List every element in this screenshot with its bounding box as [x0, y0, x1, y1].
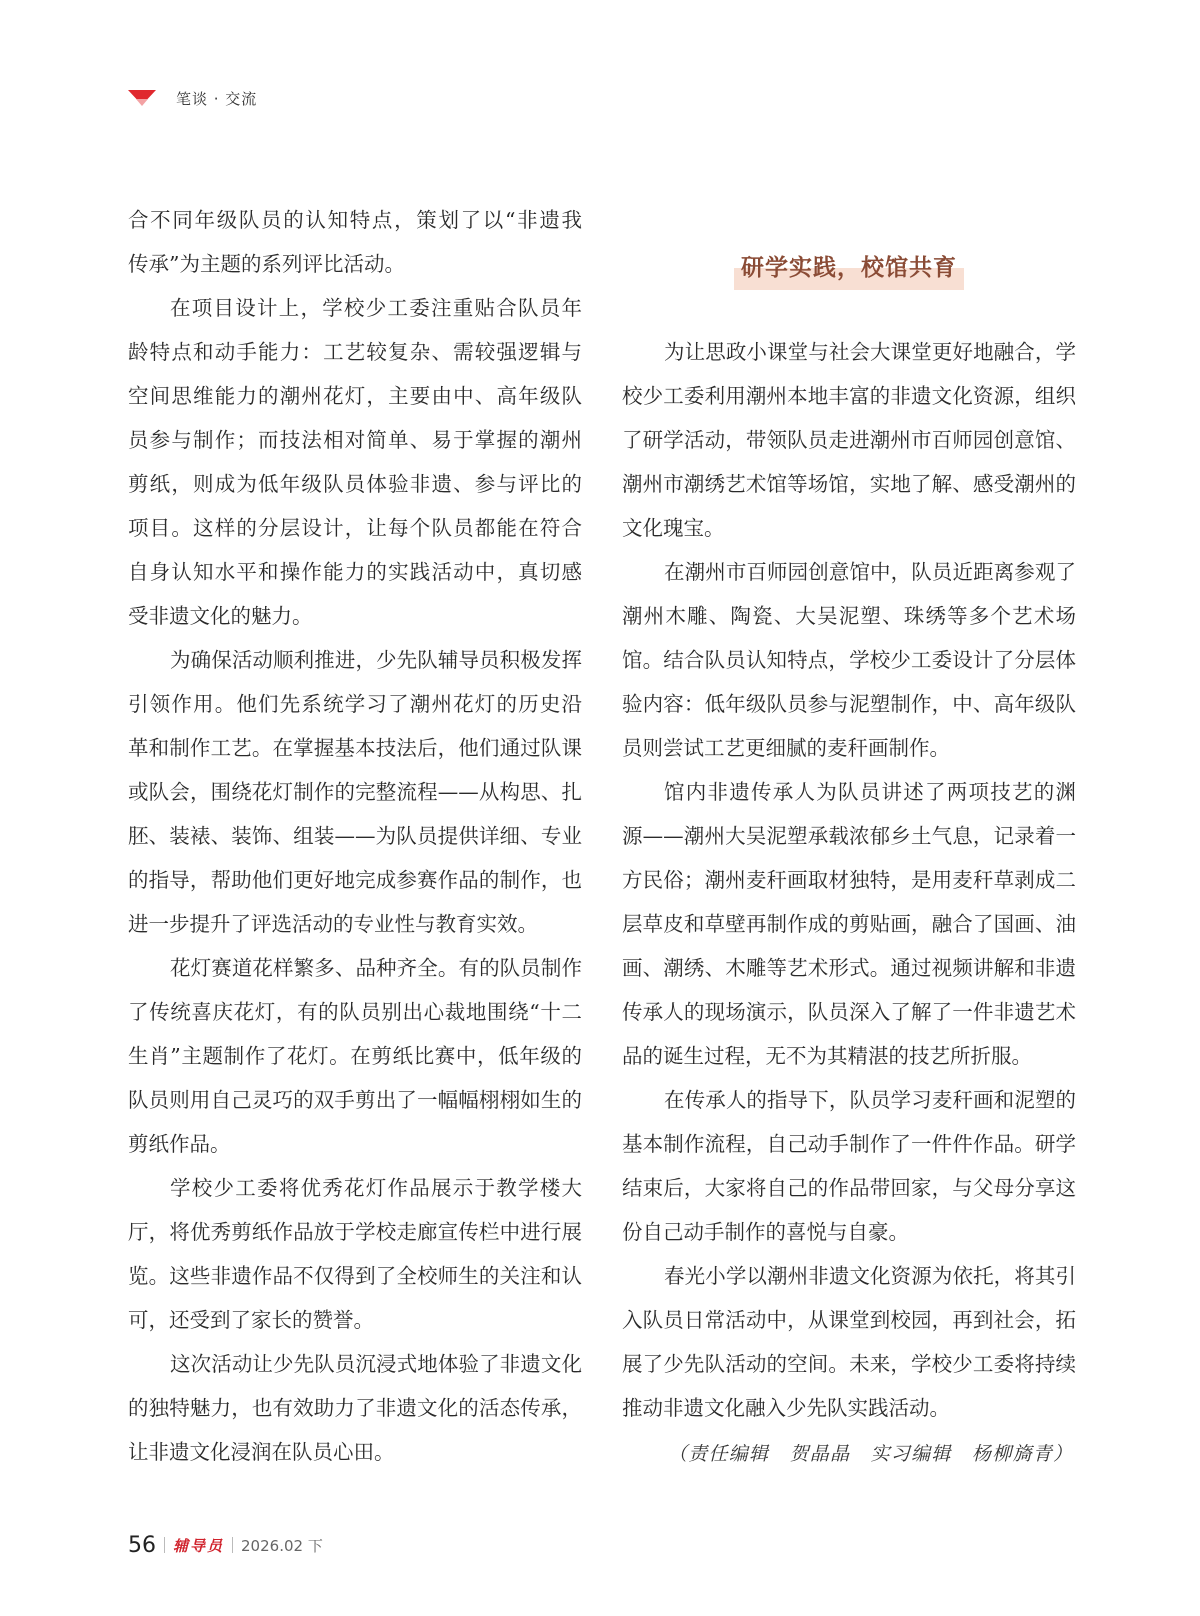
- text-line: 源——潮州大吴泥塑承载浓郁乡土气息，记录着一: [622, 824, 1076, 848]
- text-line: 推动非遗文化融入少先队实践活动。: [622, 1396, 950, 1420]
- paragraph: [622, 1078, 1076, 1254]
- paragraph: [622, 770, 1076, 1078]
- text-line: 受非遗文化的魅力。: [128, 604, 313, 628]
- text-line: 校少工委利用潮州本地丰富的非遗文化资源，组织: [622, 384, 1076, 408]
- paragraph: [622, 550, 1076, 770]
- text-line: 员则尝试工艺更细腻的麦秆画制作。: [622, 736, 950, 760]
- text-line: 进一步提升了评选活动的专业性与教育实效。: [128, 912, 538, 936]
- paragraph: [622, 1254, 1076, 1430]
- text-line: 入队员日常活动中，从课堂到校园，再到社会，拓: [622, 1308, 1076, 1332]
- text-line: 览。这些非遗作品不仅得到了全校师生的关注和认: [128, 1264, 582, 1288]
- text-line: 学校少工委将优秀花灯作品展示于教学楼大: [170, 1176, 582, 1200]
- text-line: 馆内非遗传承人为队员讲述了两项技艺的渊: [664, 780, 1076, 804]
- paragraph: [128, 286, 582, 638]
- right-column: [622, 330, 1076, 1430]
- text-line: 潮州市潮绣艺术馆等场馆，实地了解、感受潮州的: [622, 472, 1076, 496]
- text-line: 龄特点和动手能力：工艺较复杂、需较强逻辑与: [128, 340, 582, 364]
- text-line: 厅，将优秀剪纸作品放于学校走廊宣传栏中进行展: [128, 1220, 582, 1244]
- triangle-marker-icon-inner: [136, 99, 148, 106]
- text-line: 在潮州市百师园创意馆中，队员近距离参观了: [664, 560, 1076, 584]
- divider: [164, 1537, 165, 1553]
- heading-text: 研学实践，校馆共育: [741, 255, 957, 281]
- text-line: 了研学活动，带领队员走进潮州市百师园创意馆、: [622, 428, 1076, 452]
- text-line: 层草皮和草壁再制作成的剪贴画，融合了国画、油: [622, 912, 1076, 936]
- editor-credit: （责任编辑 贺晶晶 实习编辑 杨柳旖青）: [668, 1443, 1072, 1465]
- text-line: 结束后，大家将自己的作品带回家，与父母分享这: [622, 1176, 1076, 1200]
- text-line: 这次活动让少先队员沉浸式地体验了非遗文化: [170, 1352, 582, 1376]
- section-label: 笔谈 · 交流: [176, 90, 258, 108]
- text-line: 可，还受到了家长的赞誉。: [128, 1308, 374, 1332]
- left-column: [128, 198, 582, 1474]
- text-line: 自身认知水平和操作能力的实践活动中，真切感: [128, 560, 582, 584]
- text-line: 文化瑰宝。: [622, 516, 725, 540]
- text-line: 潮州木雕、陶瓷、大吴泥塑、珠绣等多个艺术场: [622, 604, 1076, 628]
- text-line: 画、潮绣、木雕等艺术形式。通过视频讲解和非遗: [622, 956, 1076, 980]
- text-line: 验内容：低年级队员参与泥塑制作，中、高年级队: [622, 692, 1076, 716]
- text-line: 生肖”主题制作了花灯。在剪纸比赛中，低年级的: [128, 1044, 582, 1068]
- paragraph: [128, 1166, 582, 1342]
- text-line: 合不同年级队员的认知特点，策划了以“非遗我: [128, 208, 582, 232]
- text-line: 的指导，帮助他们更好地完成参赛作品的制作，也: [128, 868, 582, 892]
- text-line: 剪纸作品。: [128, 1132, 231, 1156]
- text-line: 为让思政小课堂与社会大课堂更好地融合，学: [664, 340, 1076, 364]
- text-line: 空间思维能力的潮州花灯，主要由中、高年级队: [128, 384, 582, 408]
- paragraph: [128, 638, 582, 946]
- text-line: 份自己动手制作的喜悦与自豪。: [622, 1220, 909, 1244]
- text-line: 让非遗文化浸润在队员心田。: [128, 1440, 395, 1464]
- issue-date: 2026.02 下: [241, 1536, 323, 1555]
- text-line: 基本制作流程，自己动手制作了一件件作品。研学: [622, 1132, 1076, 1156]
- text-line: 传承人的现场演示，队员深入了解了一件非遗艺术: [622, 1000, 1076, 1024]
- divider: [232, 1537, 233, 1553]
- text-line: 春光小学以潮州非遗文化资源为依托，将其引: [664, 1264, 1076, 1288]
- text-line: 在传承人的指导下，队员学习麦秆画和泥塑的: [664, 1088, 1076, 1112]
- text-line: 员参与制作；而技法相对简单、易于掌握的潮州: [128, 428, 582, 452]
- text-line: 品的诞生过程，无不为其精湛的技艺所折服。: [622, 1044, 1032, 1068]
- paragraph: [128, 1342, 582, 1474]
- magazine-logo: 辅导员: [173, 1536, 225, 1555]
- text-line: 胚、装裱、装饰、组装——为队员提供详细、专业: [128, 824, 582, 848]
- text-line: 的独特魅力，也有效助力了非遗文化的活态传承，: [128, 1396, 582, 1420]
- text-line: 革和制作工艺。在掌握基本技法后，他们通过队课: [128, 736, 582, 760]
- text-line: 传承”为主题的系列评比活动。: [128, 252, 405, 276]
- page-footer: [128, 1530, 323, 1560]
- text-line: 项目。这样的分层设计，让每个队员都能在符合: [128, 516, 582, 540]
- page-number: 56: [128, 1532, 156, 1558]
- text-line: 队员则用自己灵巧的双手剪出了一幅幅栩栩如生的: [128, 1088, 582, 1112]
- text-line: 引领作用。他们先系统学习了潮州花灯的历史沿: [128, 692, 582, 716]
- paragraph: [622, 330, 1076, 550]
- paragraph: [128, 946, 582, 1166]
- text-line: 或队会，围绕花灯制作的完整流程——从构思、扎: [128, 780, 582, 804]
- text-line: 方民俗；潮州麦秆画取材独特，是用麦秆草剥成二: [622, 868, 1076, 892]
- text-line: 花灯赛道花样繁多、品种齐全。有的队员制作: [170, 956, 582, 980]
- section-heading: [734, 250, 964, 290]
- text-line: 展了少先队活动的空间。未来，学校少工委将持续: [622, 1352, 1076, 1376]
- text-line: 了传统喜庆花灯，有的队员别出心裁地围绕“十二: [128, 1000, 582, 1024]
- text-line: 为确保活动顺利推进，少先队辅导员积极发挥: [170, 648, 582, 672]
- text-line: 剪纸，则成为低年级队员体验非遗、参与评比的: [128, 472, 582, 496]
- text-line: 在项目设计上，学校少工委注重贴合队员年: [170, 296, 582, 320]
- paragraph: [128, 198, 582, 286]
- text-line: 馆。结合队员认知特点，学校少工委设计了分层体: [622, 648, 1076, 672]
